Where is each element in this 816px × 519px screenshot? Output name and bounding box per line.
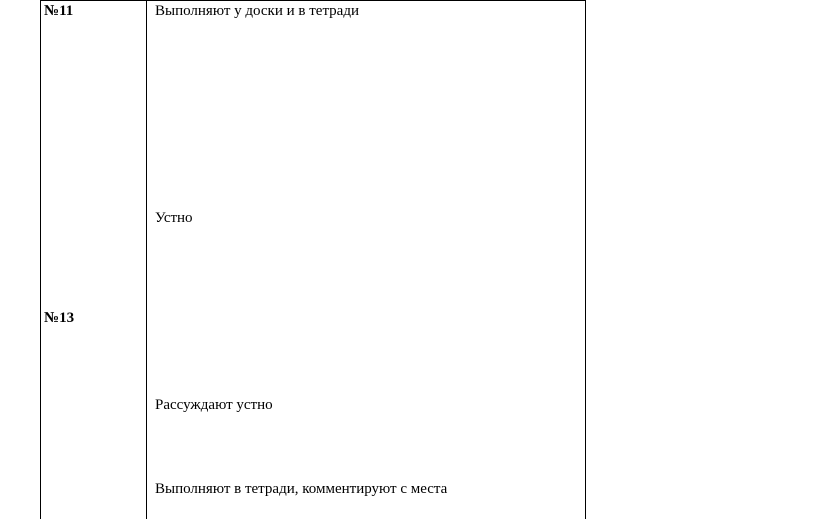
table-frame (40, 0, 586, 519)
activity-oral: Устно (155, 210, 193, 226)
task-number-13: №13 (44, 310, 75, 326)
activity-board-and-notebook: Выполняют у доски и в тетради (155, 3, 359, 19)
activity-reason-orally: Рассуждают устно (155, 397, 273, 413)
column-divider (146, 0, 147, 519)
activity-notebook-comment: Выполняют в тетради, комментируют с места (155, 481, 448, 497)
task-number-11: №11 (44, 3, 74, 19)
